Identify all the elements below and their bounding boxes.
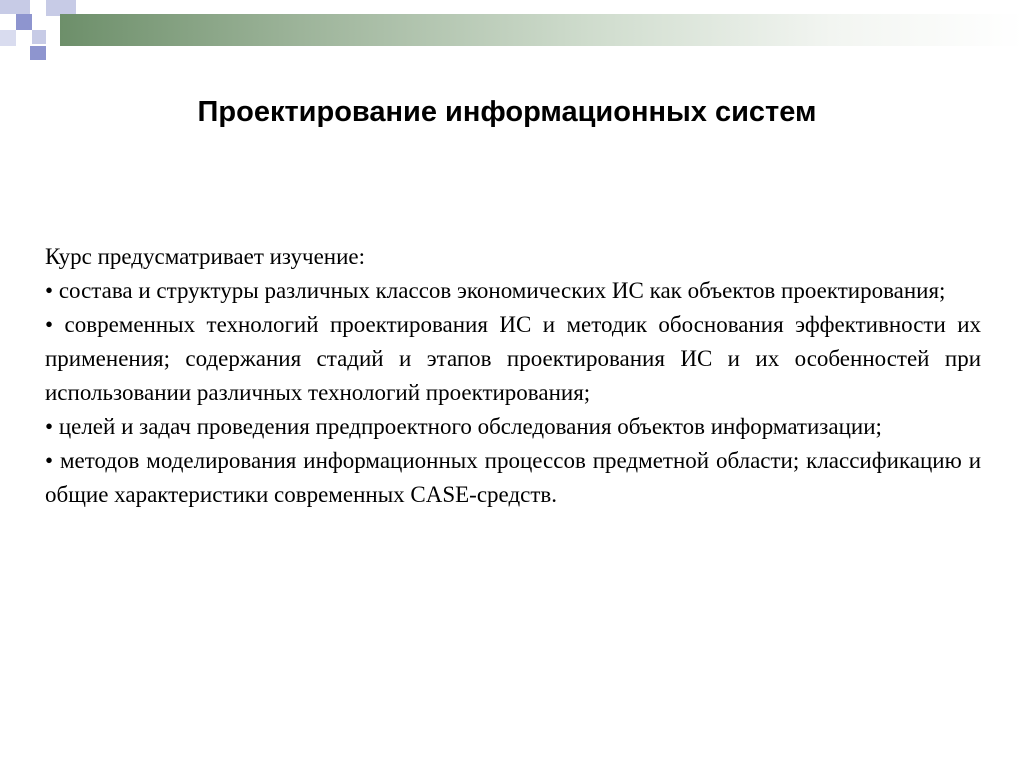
decor-square <box>32 0 46 14</box>
list-item <box>45 274 981 308</box>
decor-square <box>16 14 32 30</box>
decor-square <box>14 46 30 60</box>
bullet-list <box>45 274 981 512</box>
decor-square <box>32 30 46 44</box>
bullet-icon: • <box>45 448 54 473</box>
bullet-icon: • <box>45 312 54 337</box>
list-item <box>45 444 981 512</box>
list-item-text: современных технологий проектирования ИС и методик обоснования эффективности их применения; содержания стадий и этапов проектирования ИС и их особенностей при использовании различных технологий проектирования; <box>45 312 982 405</box>
slide-title: Проектирование информационных систем <box>197 96 817 128</box>
list-item <box>45 308 981 410</box>
bullet-icon: • <box>45 414 54 439</box>
gradient-header-bar <box>60 14 1024 46</box>
decor-square <box>0 30 16 46</box>
intro-text: Курс предусматривает изучение: <box>45 244 366 269</box>
list-item-text: методов моделирования информационных процессов предметной области; классификацию и общие характеристики современных CASE-средств. <box>45 448 982 507</box>
list-item-text: целей и задач проведения предпроектного обследования объектов информатизации; <box>58 414 882 439</box>
decor-square <box>30 46 46 60</box>
bullet-icon: • <box>45 278 54 303</box>
list-item <box>45 410 981 444</box>
decor-square <box>0 0 30 14</box>
slide-body <box>45 240 981 512</box>
list-item-text: состава и структуры различных классов экономических ИС как объектов проектирования; <box>58 278 946 303</box>
